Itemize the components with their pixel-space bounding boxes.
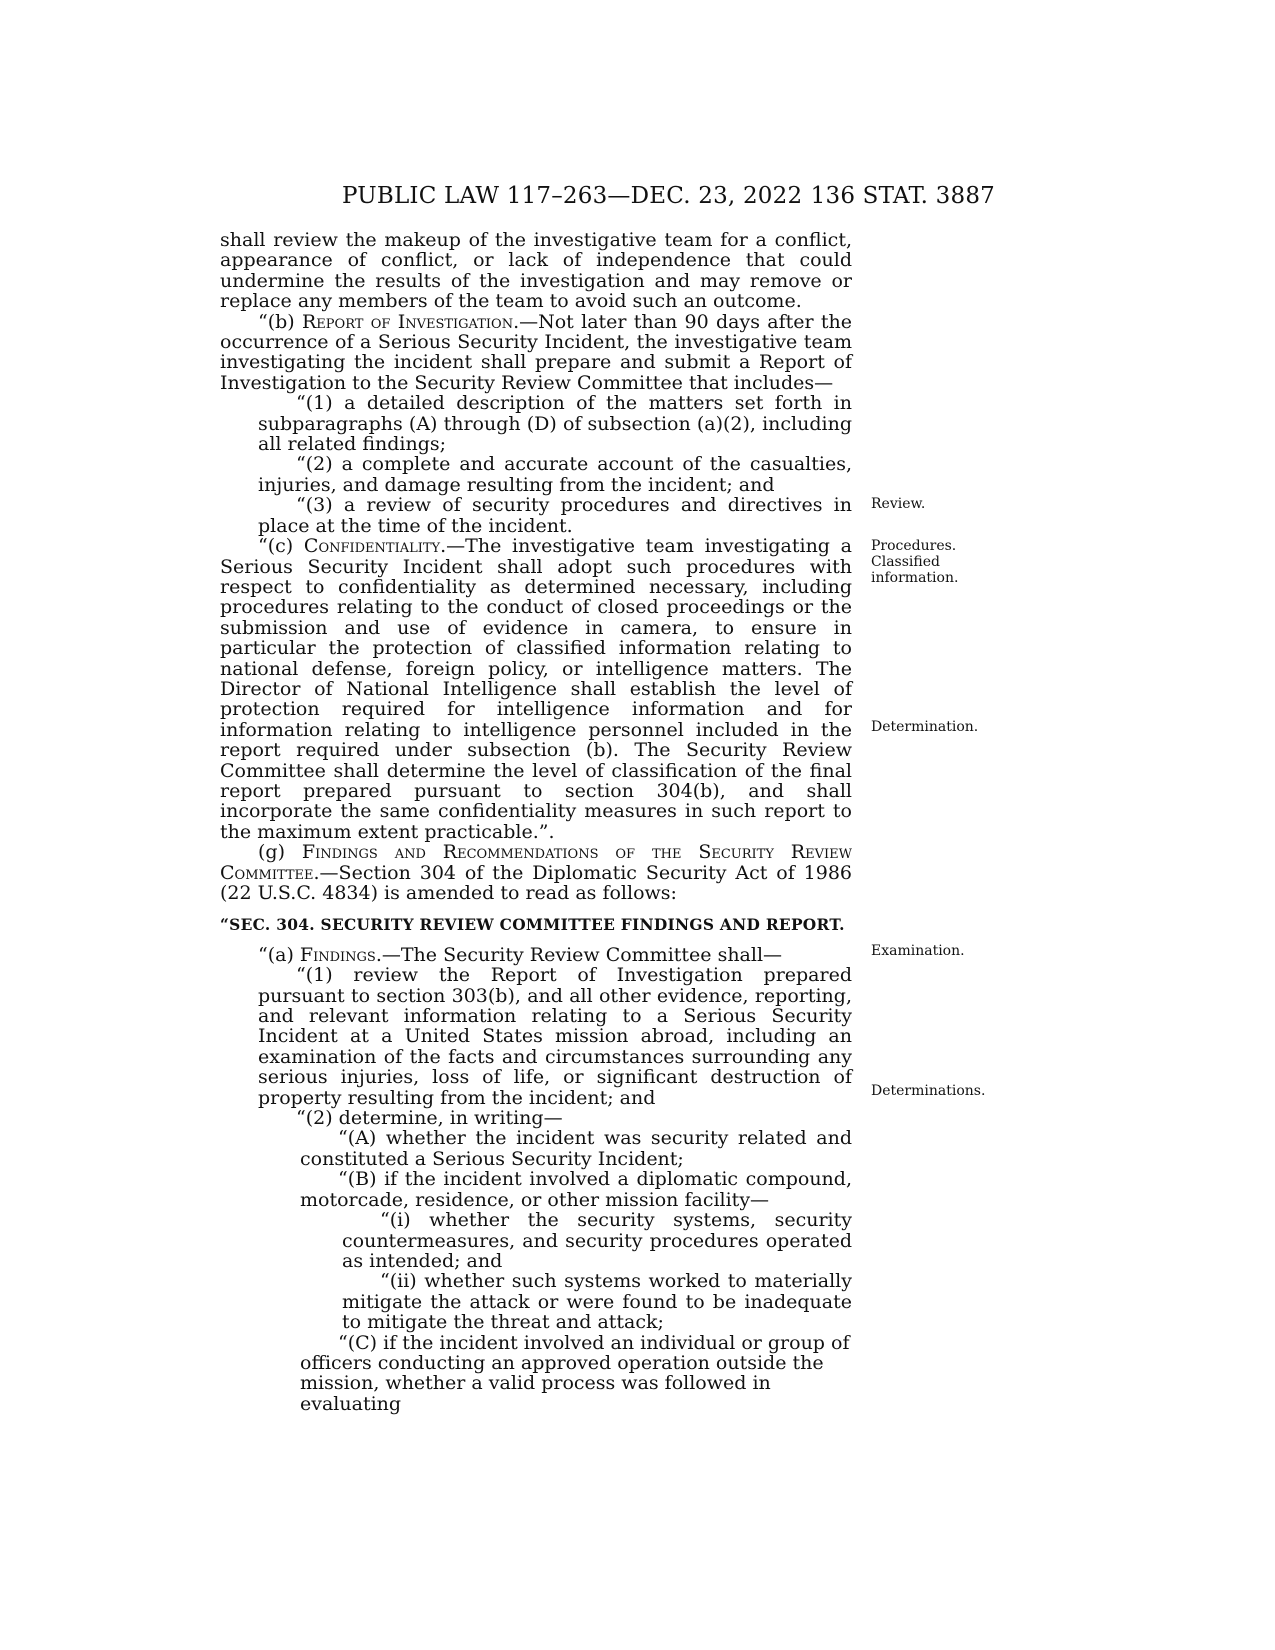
subsection-a	[220, 945, 852, 965]
subsection-g-text: .—Section 304 of the Diplomatic Security Act of 1986 (22 U.S.C. 4834) is amended to read as follows:	[220, 861, 852, 904]
page-header	[220, 183, 995, 213]
section-heading: “SEC. 304. SECURITY REVIEW COMMITTEE FINDINGS AND REPORT.	[220, 916, 845, 935]
margin-note-determination: Determination.	[871, 719, 979, 735]
paragraph-b-3: “(3) a review of security procedures and directives in place at the time of the incident.	[258, 494, 852, 537]
page-body	[220, 230, 852, 1414]
subsection-b-prefix: “(b)	[258, 310, 295, 333]
subsection-c-heading: Confidentiality	[303, 535, 441, 558]
subsection-b-text: .—Not later than 90 days after the occurrence of a Serious Security Incident, the investigative team investigating the incident shall prepare and submit a Report of Investigation to the Security Review Committee that includes—	[220, 310, 852, 394]
margin-note-procedures: Procedures. Classified information.	[871, 538, 959, 586]
subsection-b-heading: Report of Investigation	[302, 310, 514, 333]
subsection-g-prefix: (g)	[258, 841, 285, 864]
paragraph-a-2: “(2) determine, in writing—	[296, 1107, 563, 1130]
subsection-c	[220, 536, 852, 842]
clause-a-2-B-i: “(i) whether the security systems, security countermeasures, and security procedures operated as intended; and	[342, 1209, 852, 1272]
subsection-c-prefix: “(c)	[258, 535, 294, 558]
margin-note-determinations: Determinations.	[871, 1083, 986, 1099]
paragraph-b-2: “(2) a complete and accurate account of the casualties, injuries, and damage resulting from the incident; and	[258, 453, 852, 496]
subsection-c-text: .—The investigative team investigating a Serious Security Incident shall adopt such procedures with respect to confidentiality as determined necessary, including procedures relating to the conduct of closed proceedings or the submission and use of evidence in camera, to ensure in particular the protection of classified information relating to national defense, foreign policy, or intelligence matters. The Director of National Intelligence shall establish the level of protection required for intelligence information and for information relating to intelligence personnel included in the report required under subsection (b). The Security Review Committee shall determine the level of classification of the final report prepared pursuant to section 304(b), and shall incorporate the same confidentiality measures in such report to the maximum extent practicable.”.	[220, 535, 852, 843]
paragraph-a-1: “(1) review the Report of Investigation prepared pursuant to section 303(b), and all other evidence, reporting, and relevant information relating to a Serious Security Incident at a United States mission abroad, including an examination of the facts and circumstances surrounding any serious injuries, loss of life, or significant destruction of property resulting from the incident; and	[258, 964, 852, 1109]
running-head-title: PUBLIC LAW 117–263—DEC. 23, 2022	[342, 183, 803, 209]
page-stat-number: 136 STAT. 3887	[810, 183, 995, 209]
clause-a-2-B-ii: “(ii) whether such systems worked to materially mitigate the attack or were found to be inadequate to mitigate the threat and attack;	[342, 1270, 852, 1334]
subsection-a-heading: Findings	[299, 943, 376, 966]
paragraph-continuation: shall review the makeup of the investigative team for a conflict, appearance of conflict, or lack of independence that could undermine the results of the investigation and may remove or replace any members of the team to avoid such an outcome.	[220, 229, 852, 313]
subparagraph-a-2-C: “(C) if the incident involved an individual or group of officers conducting an approved operation outside the mission, whether a valid process was followed in evaluating	[300, 1331, 850, 1415]
subparagraph-a-2-B: “(B) if the incident involved a diplomatic compound, motorcade, residence, or other mission facility—	[300, 1168, 852, 1211]
subparagraph-a-2-A: “(A) whether the incident was security related and constituted a Serious Security Incident;	[300, 1127, 852, 1170]
subsection-g-heading: Findings and Recommendations of the Security Review Committee	[220, 841, 852, 884]
subsection-g	[220, 842, 852, 903]
subsection-a-text: .—The Security Review Committee shall—	[375, 943, 783, 966]
margin-note-examination: Examination.	[871, 943, 965, 959]
margin-note-review: Review.	[871, 496, 926, 512]
paragraph-b-1: “(1) a detailed description of the matters set forth in subparagraphs (A) through (D) of subsection (a)(2), including all related findings;	[258, 392, 852, 456]
subsection-b	[220, 312, 852, 394]
subsection-a-prefix: “(a)	[258, 943, 294, 966]
